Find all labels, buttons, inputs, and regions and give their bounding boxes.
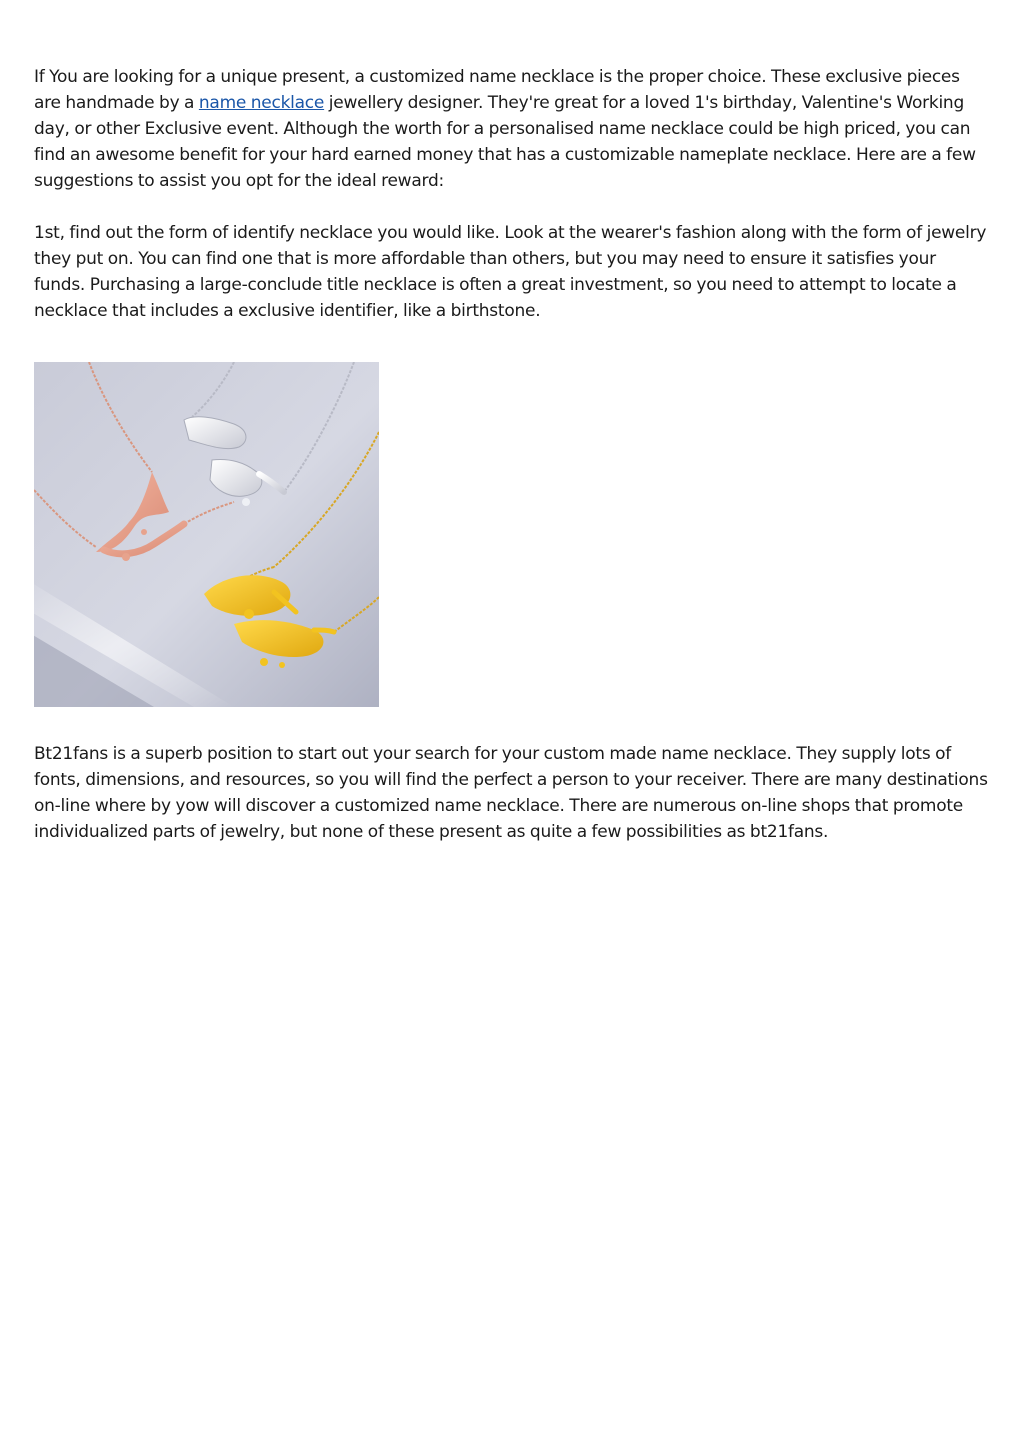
name-necklace-link[interactable]: name necklace [198,93,325,113]
paragraph-intro [34,64,990,194]
tray-background [34,362,379,707]
necklaces-photo-svg [34,362,379,707]
paragraph-second: 1st, find out the form of identify necklace you would like. Look at the wearer's fashion along with the form of jewelry they put on. You can find one that is more affordable than others, but you may need to ensure it satisfies your funds. Purchasing a large-conclude title necklace is often a great investment, so you need to attempt to locate a necklace that includes a exclusive identifier, like a birthstone. [34,223,987,321]
necklaces-photo [34,362,379,707]
paragraph-third: Bt21fans is a superb position to start out your search for your custom made name necklace. They supply lots of fonts, dimensions, and resources, so you will find the perfect a person to your receiver. There are many destinations on-line where by yow will discover a customized name necklace. There are numerous on-line shops that promote individualized parts of jewelry, but none of these present as quite a few possibilities as bt21fans. [34,744,988,842]
document-page [34,64,990,845]
paragraph-intro-text-start: If You are looking for a unique present, a customized name necklace is the proper choice. These exclusive pieces are handmade by a [34,67,960,113]
paragraph-intro-text-end: jewellery designer. They're great for a loved 1's birthday, Valentine's Working day, or other Exclusive event. Although the worth for a personalised name necklace could be high priced, you can find an awesome benefit for your hard earned money that has a customizable nameplate necklace. Here are a few suggestions to assist you opt for the ideal reward: [34,93,976,191]
